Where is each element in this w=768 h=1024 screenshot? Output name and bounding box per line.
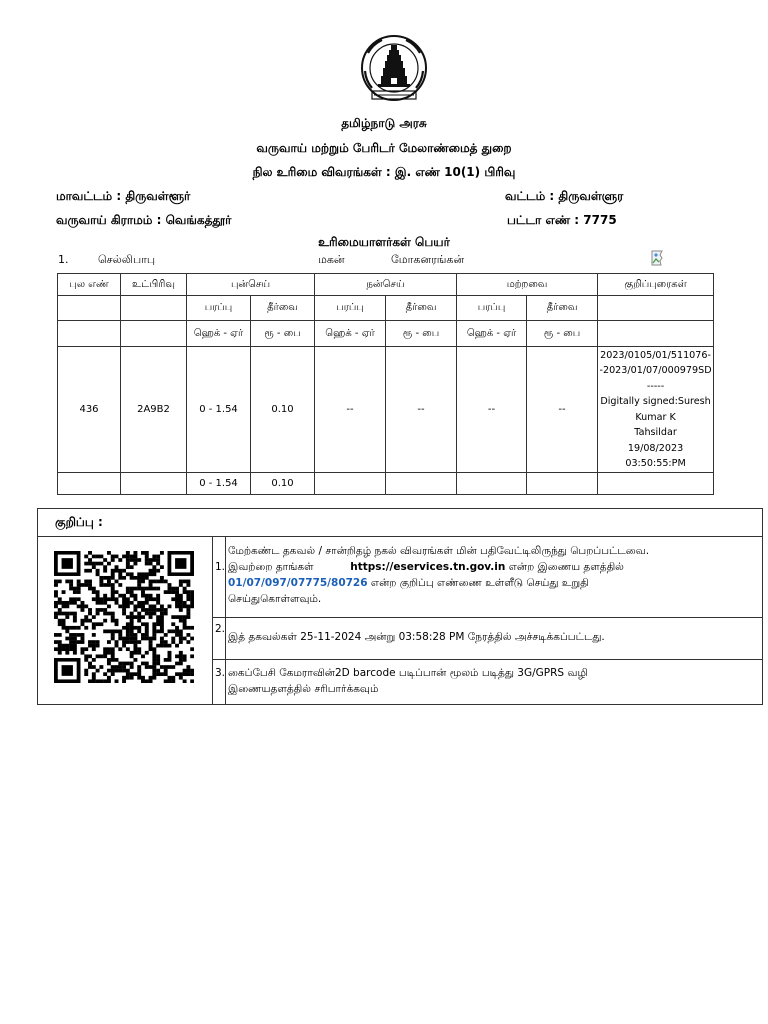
- remarks-cell: [598, 347, 714, 473]
- table-units-row: [58, 321, 714, 347]
- header-punsey: புன்செய்: [187, 274, 315, 296]
- document-title: நில உரிமை விவரங்கள் : இ. எண் 10(1) பிரிவு: [252, 165, 516, 179]
- note-3-line: இணையதளத்தில் சரிபார்க்கவும்: [228, 683, 379, 695]
- remarks-line: Tahsildar: [634, 427, 677, 438]
- header-survey-number: புல எண்: [58, 274, 121, 296]
- survey-number-cell: 436: [58, 347, 121, 473]
- header-area: பரப்பு: [315, 296, 386, 321]
- district-field: மாவட்டம் : திருவள்ளூர்: [56, 189, 191, 203]
- owner-relative-name: மோகனரங்கன்: [391, 253, 465, 266]
- remarks-line: 03:50:55:PM: [625, 458, 686, 469]
- unit-area: ஹெக் - ஏர்: [315, 321, 386, 347]
- owners-title: உரிமையாளர்கள் பெயர்: [318, 235, 450, 249]
- note-number: 1.: [215, 561, 226, 573]
- owner-name: செல்லிபாபு: [98, 253, 156, 266]
- others-area-cell: --: [457, 347, 527, 473]
- note-3-text: [228, 665, 758, 697]
- others-tax-cell: --: [527, 347, 598, 473]
- table-header-row: [58, 274, 714, 296]
- table-subheader-row: [58, 296, 714, 321]
- unit-tax: ரூ - பை: [386, 321, 457, 347]
- header-remarks: குறிப்புரைகள்: [598, 274, 714, 296]
- subdivision-cell: 2A9B2: [121, 347, 187, 473]
- note-1-line: செய்துகொள்ளவும்.: [228, 593, 322, 605]
- table-row: [58, 347, 714, 473]
- note-3-line: கைப்பேசி கேமராவின்2D barcode படிப்பான் மூலம் படித்து 3G/GPRS வழி: [228, 667, 588, 679]
- header-area: பரப்பு: [457, 296, 527, 321]
- remarks-line: Digitally signed:Suresh: [600, 396, 711, 407]
- owner-number: 1.: [58, 253, 69, 266]
- unit-area: ஹெக் - ஏர்: [187, 321, 251, 347]
- note-1-post: என்ற குறிப்பு எண்ணை உள்ளீடு செய்து உறுதி: [370, 577, 589, 589]
- punsey-tax-cell: 0.10: [251, 347, 315, 473]
- remarks-line: Kumar K: [635, 411, 676, 423]
- total-punsey-tax: 0.10: [251, 473, 315, 495]
- note-1-mid: என்ற இணைய தளத்தில்: [508, 561, 624, 573]
- header-subdivision: உட்பிரிவு: [121, 274, 187, 296]
- unit-area: ஹெக் - ஏர்: [457, 321, 527, 347]
- header-nansey: நன்செய்: [315, 274, 457, 296]
- broken-image-icon: [651, 250, 667, 266]
- patta-number-field: பட்டா எண் : 7775: [507, 213, 617, 227]
- notes-box: [37, 508, 763, 705]
- nansey-area-cell: --: [315, 347, 386, 473]
- eservices-url[interactable]: https://eservices.tn.gov.in: [350, 561, 506, 573]
- remarks-line: -----: [646, 380, 665, 392]
- unit-tax: ரூ - பை: [527, 321, 598, 347]
- note-1-text: [228, 543, 758, 607]
- note-1-line: மேற்கண்ட தகவல் / சான்றிதழ் நகல் விவரங்கள் மின் பதிவேட்டிலிருந்து பெறப்பட்டவை.: [228, 545, 650, 557]
- punsey-area-cell: 0 - 1.54: [187, 347, 251, 473]
- note-number: 2.: [215, 623, 226, 635]
- divider: [213, 659, 762, 660]
- header-tax: தீர்வை: [251, 296, 315, 321]
- notes-title: குறிப்பு :: [55, 515, 103, 529]
- header-area: பரப்பு: [187, 296, 251, 321]
- header-tax: தீர்வை: [527, 296, 598, 321]
- taluk-field: வட்டம் : திருவள்ளுர: [505, 189, 624, 203]
- remarks-line: -2023/01/07/000979SD: [599, 365, 712, 376]
- tn-government-emblem: [360, 33, 428, 105]
- remarks-line: 2023/0105/01/511076-: [600, 349, 711, 361]
- note-number: 3.: [215, 667, 226, 679]
- department-name: வருவாய் மற்றும் பேரிடர் மேலாண்மைத் துறை: [256, 141, 512, 155]
- divider: [212, 536, 213, 704]
- divider: [213, 617, 762, 618]
- land-details-table: [57, 273, 714, 495]
- note-2-text: இத் தகவல்கள் 25-11-2024 அன்று 03:58:28 PM நேரத்தில் அச்சடிக்கப்பட்டது.: [228, 631, 605, 643]
- header-others: மற்றவை: [457, 274, 598, 296]
- table-total-row: [58, 473, 714, 495]
- village-field: வருவாய் கிராமம் : வெங்கத்தூர்: [56, 213, 232, 227]
- government-name: தமிழ்நாடு அரசு: [341, 116, 427, 130]
- remarks-line: 19/08/2023: [627, 442, 684, 454]
- header-tax: தீர்வை: [386, 296, 457, 321]
- unit-tax: ரூ - பை: [251, 321, 315, 347]
- nansey-tax-cell: --: [386, 347, 457, 473]
- reference-number-link[interactable]: 01/07/097/07775/80726: [228, 577, 368, 589]
- total-punsey-area: 0 - 1.54: [187, 473, 251, 495]
- owner-relation: மகன்: [318, 253, 345, 266]
- qr-code: [54, 551, 194, 683]
- divider: [225, 536, 226, 704]
- notes-header: [38, 509, 762, 537]
- note-1-pre: இவற்றை தாங்கள்: [228, 561, 314, 573]
